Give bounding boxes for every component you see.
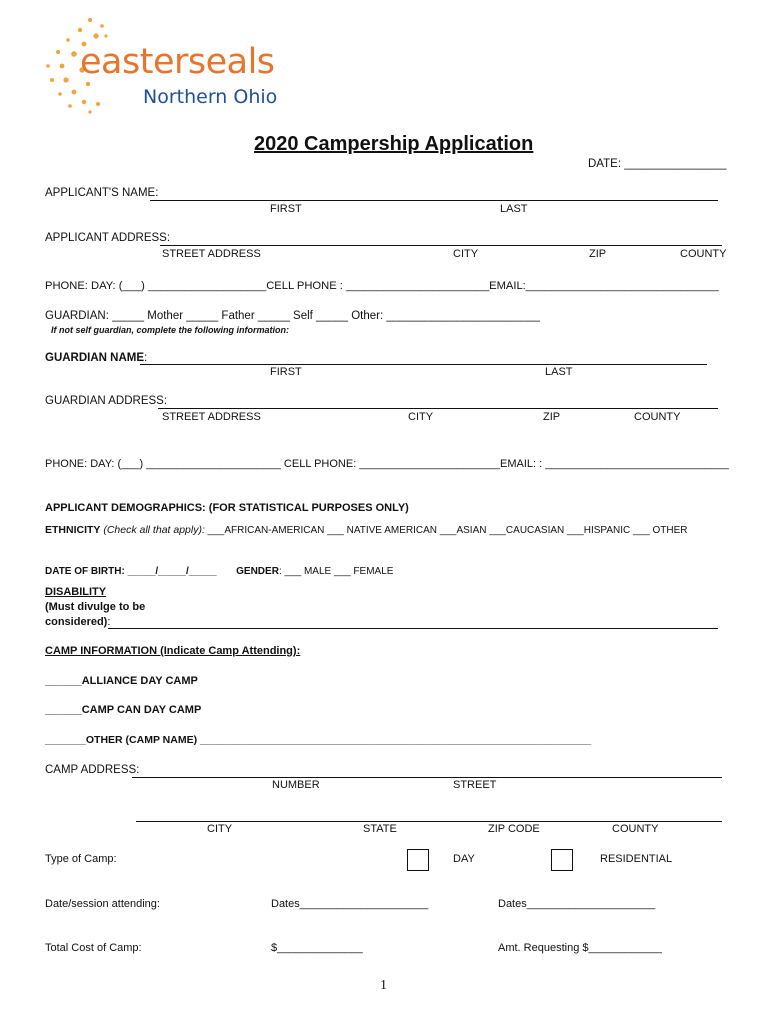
guardian-address-label: GUARDIAN ADDRESS:: [45, 395, 168, 407]
guardian-name-label: [45, 352, 147, 364]
demographics-heading: APPLICANT DEMOGRAPHICS: (FOR STATISTICAL PURPOSES ONLY): [45, 502, 409, 514]
logo: [40, 14, 290, 114]
guardian-relation-row[interactable]: GUARDIAN: _____ Mother _____ Father _____ Self _____ Other: ________________________: [45, 310, 540, 322]
logo-brand: easterseals: [80, 42, 275, 82]
camp-county-label: COUNTY: [612, 823, 659, 835]
page-number: 1: [380, 978, 387, 993]
ethnicity-row[interactable]: [45, 524, 687, 536]
session-dates-1[interactable]: Dates_____________________: [271, 898, 429, 910]
ethnicity-options[interactable]: ___AFRICAN-AMERICAN ___ NATIVE AMERICAN ___ASIAN ___CAUCASIAN ___HISPANIC ___ OTHER: [204, 525, 688, 536]
gender-options[interactable]: : ___ MALE ___ FEMALE: [278, 566, 394, 577]
applicant-name-label: APPLICANT'S NAME:: [45, 187, 159, 199]
guardian-city-label: CITY: [408, 411, 434, 423]
guardian-address-input[interactable]: [158, 408, 718, 409]
residential-label: RESIDENTIAL: [600, 853, 673, 865]
applicant-first-label: FIRST: [270, 203, 302, 215]
camp-option-campcan[interactable]: ______CAMP CAN DAY CAMP: [45, 704, 202, 716]
camp-number-label: NUMBER: [272, 779, 320, 791]
guardian-name-input[interactable]: [140, 364, 707, 365]
camp-option-alliance[interactable]: ______ALLIANCE DAY CAMP: [45, 675, 198, 687]
total-cost-field[interactable]: $______________: [271, 942, 363, 954]
guardian-zip-label: ZIP: [543, 411, 561, 423]
day-label: DAY: [453, 853, 475, 865]
disability-heading: DISABILITY: [45, 586, 107, 598]
guardian-first-label: FIRST: [270, 366, 302, 378]
session-label: Date/session attending:: [45, 898, 160, 910]
session-dates-2[interactable]: Dates_____________________: [498, 898, 656, 910]
applicant-last-label: LAST: [500, 203, 528, 215]
dob-label: DATE OF BIRTH:: [45, 566, 128, 577]
guardian-phone-row[interactable]: PHONE: DAY: (___) ______________________ CELL PHONE: _______________________EMAIL: : ______________________________: [45, 458, 729, 470]
ethnicity-hint: (Check all that apply):: [100, 524, 205, 536]
guardian-street-label: STREET ADDRESS: [162, 411, 261, 423]
ethnicity-label: ETHNICITY: [45, 524, 101, 536]
amount-requesting-field[interactable]: Amt. Requesting $____________: [498, 942, 662, 954]
disability-note-2-text: considered): [45, 616, 108, 628]
dob-gender-row[interactable]: [45, 566, 393, 577]
gender-label: GENDER: [236, 566, 279, 577]
logo-region: Northern Ohio: [143, 86, 278, 108]
guardian-last-label: LAST: [545, 366, 573, 378]
disability-note-1: (Must divulge to be: [45, 601, 146, 613]
applicant-county-label: COUNTY: [680, 248, 727, 260]
camp-city-label: CITY: [207, 823, 233, 835]
type-of-camp-label: Type of Camp:: [45, 853, 117, 865]
camp-zip-label: ZIP CODE: [488, 823, 540, 835]
residential-checkbox[interactable]: [551, 849, 573, 871]
disability-note-2: [45, 616, 110, 628]
form-title: 2020 Campership Application: [254, 133, 534, 155]
camp-info-heading: CAMP INFORMATION (Indicate Camp Attending):: [45, 645, 301, 657]
guardian-county-label: COUNTY: [634, 411, 681, 423]
guardian-name-colon: :: [144, 352, 148, 364]
camp-option-other[interactable]: _______OTHER (CAMP NAME) ___________________________________________________________________: [45, 734, 592, 746]
applicant-address-input[interactable]: [160, 245, 722, 246]
camp-address-label: CAMP ADDRESS:: [45, 764, 140, 776]
camp-state-label: STATE: [363, 823, 397, 835]
applicant-address-label: APPLICANT ADDRESS:: [45, 232, 171, 244]
guardian-note: If not self guardian, complete the following information:: [51, 325, 289, 335]
applicant-zip-label: ZIP: [589, 248, 607, 260]
disability-colon: :: [107, 616, 111, 628]
guardian-name-label-text: GUARDIAN NAME: [45, 352, 145, 364]
dob-blank[interactable]: _____/_____/_____: [127, 566, 217, 577]
applicant-street-label: STREET ADDRESS: [162, 248, 261, 260]
applicant-name-input[interactable]: [150, 200, 718, 201]
disability-input[interactable]: [108, 628, 718, 629]
camp-address-line2[interactable]: [136, 821, 722, 822]
cost-label: Total Cost of Camp:: [45, 942, 142, 954]
applicant-city-label: CITY: [453, 248, 479, 260]
camp-address-input[interactable]: [132, 777, 722, 778]
day-checkbox[interactable]: [407, 849, 429, 871]
camp-street-label: STREET: [453, 779, 497, 791]
applicant-phone-row[interactable]: PHONE: DAY: (___) ___________________CELL PHONE : _______________________EMAIL:_______________________________: [45, 280, 719, 292]
date-field[interactable]: DATE: ________________: [588, 158, 727, 170]
